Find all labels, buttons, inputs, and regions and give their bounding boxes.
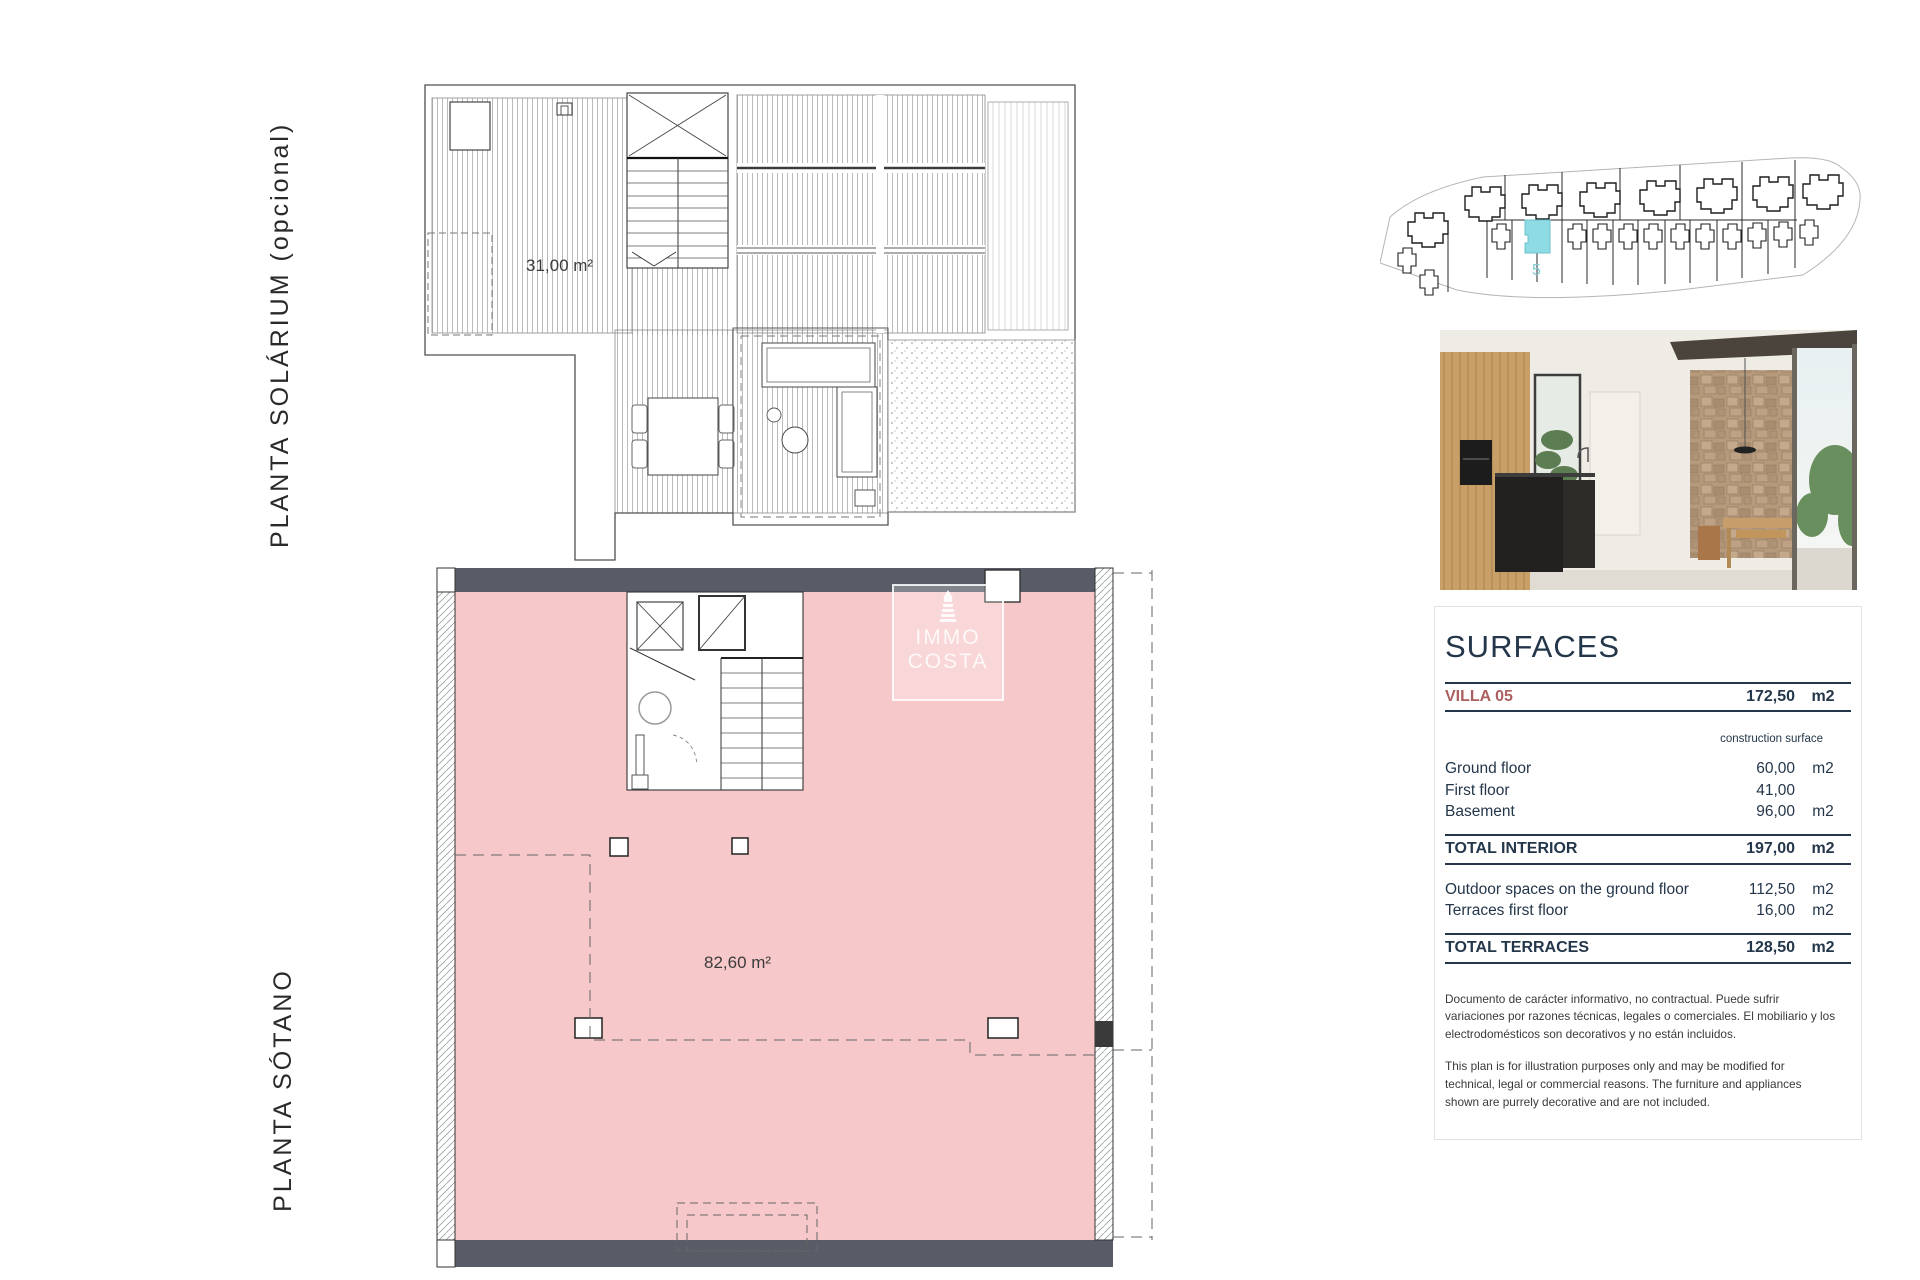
total-label: TOTAL INTERIOR: [1445, 839, 1578, 857]
basement-wall-left: [437, 592, 455, 1240]
row-label: Outdoor spaces on the ground floor: [1445, 880, 1689, 898]
watermark-line1: IMMO: [915, 626, 981, 649]
row-value: 16,00: [1756, 902, 1795, 919]
villa-summary-row: [1445, 682, 1851, 712]
highlighted-plot-number: 5: [1532, 262, 1541, 279]
surfaces-panel: [1434, 606, 1862, 1140]
villa-name: VILLA 05: [1445, 688, 1513, 705]
photo-oven: [1460, 440, 1492, 485]
row-label: First floor: [1445, 781, 1510, 799]
basement-wall-right: [1095, 568, 1113, 1240]
photo-kitchen-island: [1495, 477, 1563, 572]
row-label: Ground floor: [1445, 760, 1532, 777]
table-row: [1445, 780, 1851, 802]
plot-footprints: [1398, 220, 1818, 295]
gravel-terrace: [888, 340, 1075, 512]
table-row: [1445, 900, 1851, 922]
surface-rows: [1445, 758, 1851, 823]
basement-area-label: 82,60 m²: [704, 953, 772, 972]
row-unit: [1795, 780, 1851, 802]
solarium-stairwell: [627, 93, 728, 268]
outdoor-rows: [1445, 879, 1851, 922]
immocosta-watermark: [893, 585, 1003, 700]
row-value: 96,00: [1756, 803, 1795, 820]
row-unit: m2: [1812, 902, 1834, 919]
row-value: 41,00: [1756, 781, 1795, 799]
total-unit: m2: [1811, 839, 1835, 857]
row-label: Terraces first floor: [1445, 902, 1569, 919]
total-value: 128,50: [1746, 938, 1795, 956]
solarium-floor-plan: [390, 70, 1100, 575]
villa-total-unit: m2: [1811, 688, 1835, 705]
solarium-jacuzzi: [450, 102, 490, 150]
row-unit: m2: [1812, 760, 1834, 777]
chimney: [557, 103, 572, 115]
watermark-line2: COSTA: [907, 650, 989, 673]
total-interior-row: [1445, 834, 1851, 865]
basement-stair-core: [627, 592, 803, 790]
site-plan: [1380, 120, 1870, 305]
solarium-deck-right: [737, 95, 985, 333]
total-terraces-row: [1445, 933, 1851, 964]
photo-glass-frame: [1792, 348, 1797, 590]
construction-surface-note: construction surface: [1720, 733, 1823, 745]
total-value: 197,00: [1746, 839, 1795, 857]
wall-corner: [437, 568, 455, 592]
row-value: 60,00: [1756, 760, 1795, 777]
deck-joint: [876, 95, 884, 333]
basement-floor-plan: [390, 540, 1180, 1280]
wall-pier: [1095, 1021, 1113, 1047]
shower-basin: [639, 692, 671, 724]
total-unit: m2: [1811, 938, 1835, 956]
table-row: [1445, 801, 1851, 823]
photo-pendant-light: [1734, 447, 1756, 454]
row-value: 112,50: [1748, 880, 1795, 898]
photo-door: [1590, 392, 1640, 535]
row-label: Basement: [1445, 803, 1515, 820]
basement-wall-bottom: [437, 1240, 1113, 1267]
villa-total-value: 172,50: [1746, 688, 1795, 705]
table-row: [1445, 879, 1851, 901]
row-unit: m2: [1812, 880, 1834, 898]
surfaces-title: SURFACES: [1445, 629, 1621, 664]
solarium-plan-label: PLANTA SOLÁRIUM (opcional): [266, 121, 294, 548]
basement-plan-label: PLANTA SÓTANO: [269, 968, 297, 1212]
total-label: TOTAL TERRACES: [1445, 938, 1590, 956]
wall-corner: [437, 1240, 455, 1267]
table-row: [1445, 758, 1851, 780]
interior-photo: [1440, 330, 1857, 590]
photo-chair: [1698, 526, 1720, 560]
row-unit: m2: [1812, 803, 1834, 820]
solarium-deck-under-stair: [627, 260, 728, 335]
highlighted-plot-5: [1525, 220, 1550, 253]
solarium-area-label: 31,00 m²: [526, 256, 594, 275]
solarium-pergola-slats: [988, 102, 1068, 330]
disclaimer-spanish: Documento de carácter informativo, no contractual. Puede sufrir variaciones por razones técnicas, legales o comerciales. El mobiliario y los electrodomésticos son decorativos y no están incluidos.: [1445, 991, 1836, 1042]
disclaimer-english: This plan is for illustration purposes only and may be modified for technical, legal or commercial reasons. The furniture and appliances shown are purrely decorative and are not included.: [1445, 1059, 1802, 1110]
